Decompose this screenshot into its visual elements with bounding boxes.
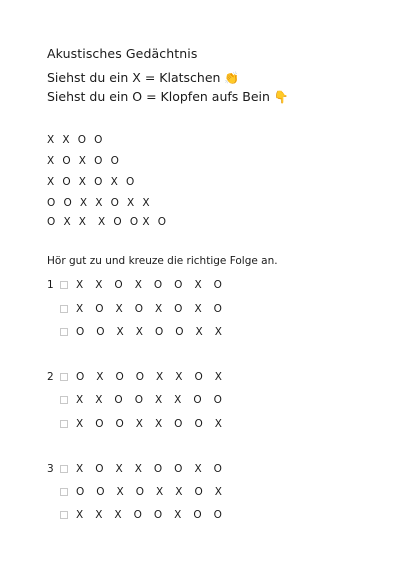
option-sequence: O O X X O O X X bbox=[76, 326, 223, 338]
question-number: 3 bbox=[47, 463, 54, 475]
sequence-line: X O X O O bbox=[47, 155, 120, 167]
clapping-hands-icon: 👏 bbox=[224, 71, 240, 85]
rule-clap bbox=[47, 70, 239, 85]
rule-knock bbox=[47, 89, 289, 104]
sequence-line: O X X X O O X O bbox=[47, 216, 167, 228]
empty-checkbox-icon[interactable] bbox=[60, 420, 68, 428]
sequence-line: X X O O bbox=[47, 134, 103, 146]
empty-checkbox-icon[interactable] bbox=[60, 511, 68, 519]
instruction-text: Hör gut zu und kreuze die richtige Folge an. bbox=[47, 255, 278, 267]
empty-checkbox-icon[interactable] bbox=[60, 281, 68, 289]
sequence-line: X O X O X O bbox=[47, 176, 135, 188]
pointing-down-hand-icon: 👇 bbox=[273, 90, 289, 104]
option-sequence: X X O O X X O O bbox=[76, 394, 223, 406]
empty-checkbox-icon[interactable] bbox=[60, 305, 68, 313]
empty-checkbox-icon[interactable] bbox=[60, 488, 68, 496]
worksheet-title: Akustisches Gedächtnis bbox=[47, 46, 198, 61]
rule-clap-text: Siehst du ein X = Klatschen bbox=[47, 70, 221, 85]
empty-checkbox-icon[interactable] bbox=[60, 465, 68, 473]
option-sequence: O X O O X X O X bbox=[76, 371, 223, 383]
option-sequence: X O O X X O O X bbox=[76, 418, 223, 430]
option-sequence: X O X O X O X O bbox=[76, 303, 223, 315]
rule-knock-text: Siehst du ein O = Klopfen aufs Bein bbox=[47, 89, 270, 104]
question-number: 1 bbox=[47, 279, 54, 291]
option-sequence: X X X O O X O O bbox=[76, 509, 223, 521]
empty-checkbox-icon[interactable] bbox=[60, 373, 68, 381]
option-sequence: O O X O X X O X bbox=[76, 486, 223, 498]
empty-checkbox-icon[interactable] bbox=[60, 328, 68, 336]
question-number: 2 bbox=[47, 371, 54, 383]
option-sequence: X O X X O O X O bbox=[76, 463, 223, 475]
option-sequence: X X O X O O X O bbox=[76, 279, 223, 291]
sequence-line: O O X X O X X bbox=[47, 197, 151, 209]
empty-checkbox-icon[interactable] bbox=[60, 396, 68, 404]
